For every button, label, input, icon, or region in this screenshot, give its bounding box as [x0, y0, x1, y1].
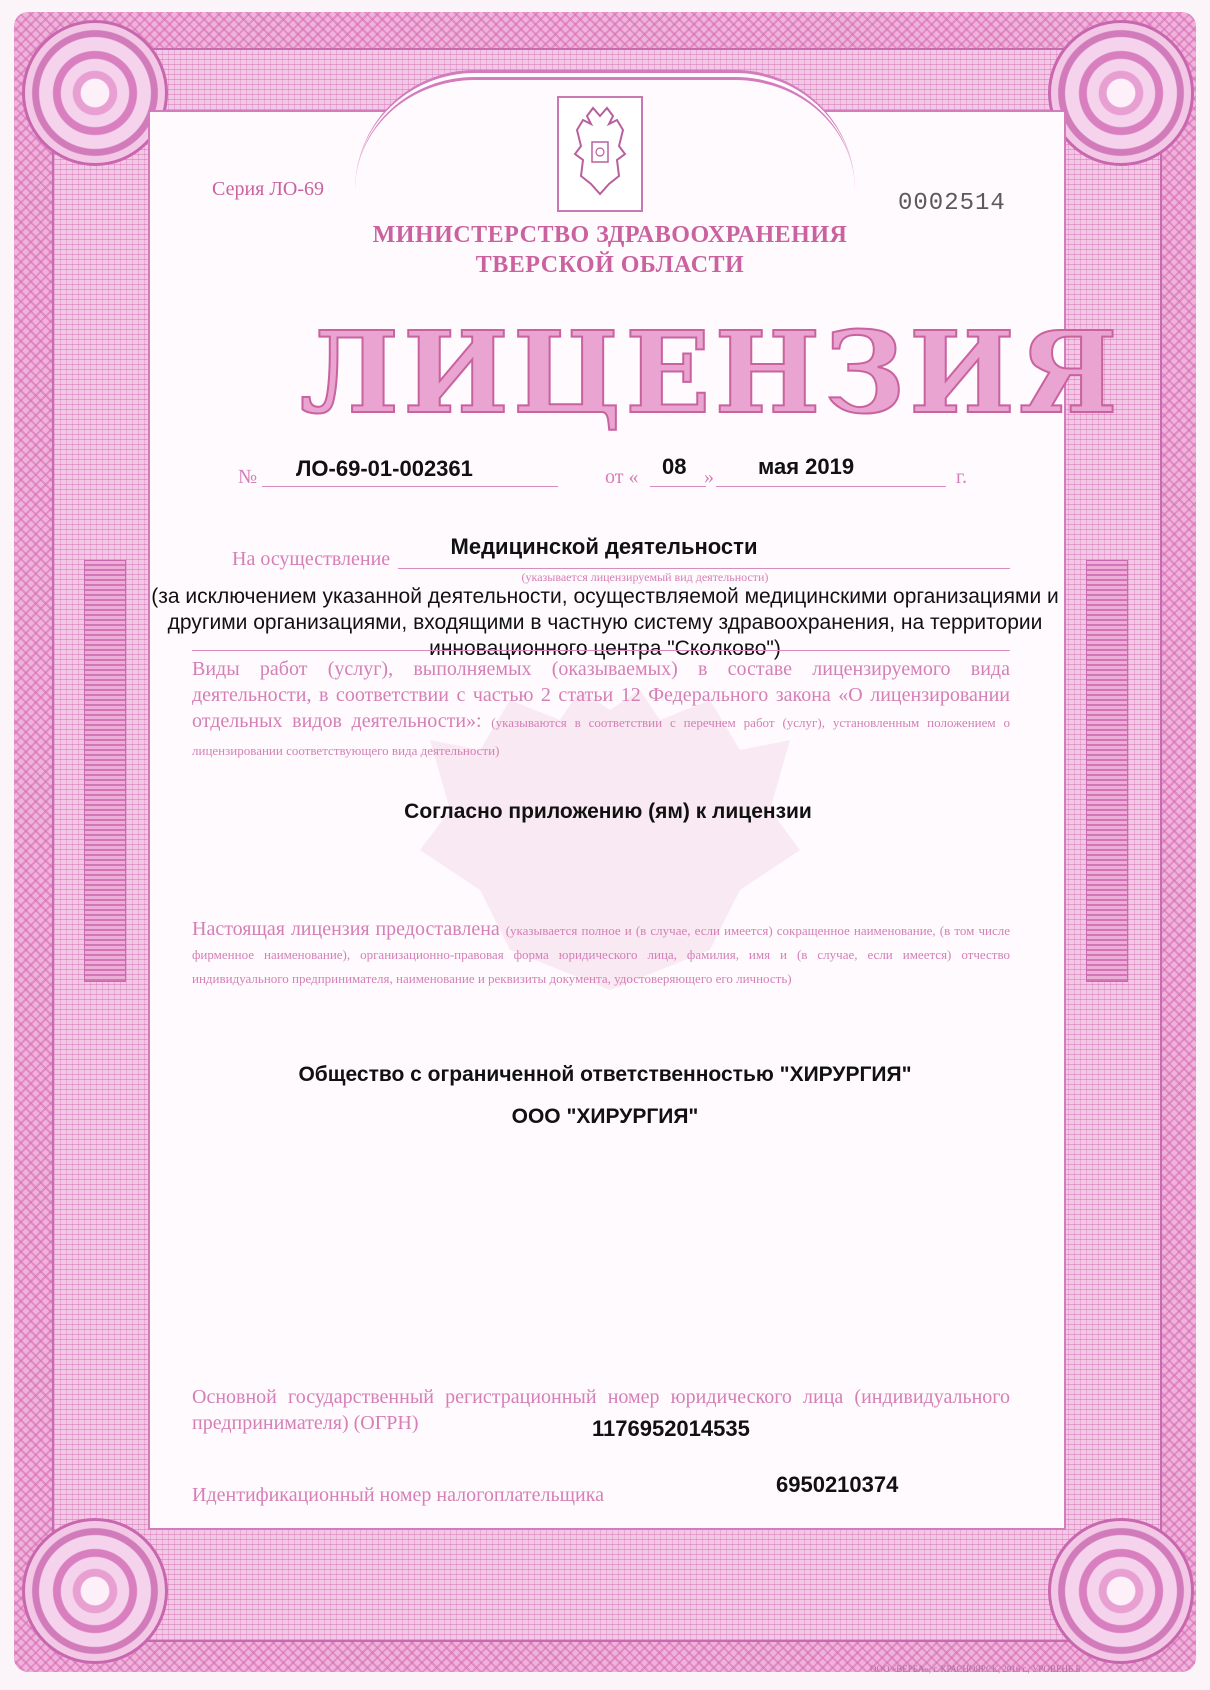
document-title: ЛИЦЕНЗИЯ: [300, 308, 1122, 439]
corner-rosette-icon: [1048, 1518, 1194, 1664]
coat-of-arms-icon: [557, 96, 643, 212]
ministry-name-line1: МИНИСТЕРСТВО ЗДРАВООХРАНЕНИЯ: [372, 222, 848, 248]
side-ornament: [1086, 560, 1128, 982]
grantee-full-name: Общество с ограниченной ответственностью "ХИРУРГИЯ": [298, 1063, 912, 1086]
exclusion-underline: [192, 650, 1010, 651]
activity-hint: (указывается лицензируемый вид деятельности): [521, 570, 769, 584]
printer-imprint: ООО «ВЕРБА», г. КРАСНОЯРСК, 2016 г., УРОВЕНЬ Б: [870, 1664, 1081, 1674]
serial-number: 0002514: [898, 190, 1006, 217]
series-label: Серия ЛО-69: [212, 178, 325, 200]
activity-label: На осуществление: [232, 548, 391, 570]
license-day: 08: [662, 454, 687, 479]
number-underline: [262, 486, 558, 487]
works-text: [192, 656, 1010, 764]
day-close-quote: »: [704, 466, 714, 488]
side-ornament: [84, 560, 126, 982]
grantee-text: [192, 918, 1010, 990]
activity-exclusion: (за исключением указанной деятельности, осуществляемой медицинскими организациями и другими организациями, входящими в частную систему здравоохранения, на территории инновационного центра "Сколково"): [151, 585, 1059, 660]
corner-rosette-icon: [22, 1518, 168, 1664]
works-hint: (указываются в соответствии с перечнем работ (услуг), установленным положением о лицензировании соответствующего вида деятельности): [192, 715, 1010, 758]
works-value: Согласно приложению (ям) к лицензии: [404, 800, 812, 823]
activity-value: Медицинской деятельности: [450, 534, 758, 559]
day-underline: [650, 486, 706, 487]
works-description: Виды работ (услуг), выполняемых (оказываемых) в составе лицензируемого вида деятельности, в соответствии с частью 2 статьи 12 Федерального закона «О лицензировании отдельных видов деятельности»:: [192, 658, 1010, 732]
license-number: ЛО-69-01-002361: [296, 456, 473, 481]
ogrn-value: 1176952014535: [592, 1416, 750, 1441]
license-month-year: мая 2019: [758, 454, 855, 479]
grantee-short-name: ООО "ХИРУРГИЯ": [511, 1105, 699, 1128]
grantee-label: Настоящая лицензия предоставлена: [192, 918, 500, 940]
inn-value: 6950210374: [776, 1472, 899, 1497]
corner-rosette-icon: [22, 20, 168, 166]
ministry-name-line2: ТВЕРСКОЙ ОБЛАСТИ: [475, 252, 745, 278]
year-suffix: г.: [956, 466, 967, 488]
ogrn-label: Основной государственный регистрационный номер юридического лица (индивидуального предпринимателя) (ОГРН): [192, 1386, 1010, 1434]
inn-label: Идентификационный номер налогоплательщика: [192, 1484, 605, 1506]
date-from-label: от «: [605, 466, 639, 488]
grantee-hint: (указывается полное и (в случае, если имеется) сокращенное наименование, (в том числе фирменное наименование), организационно-правовая форма юридического лица, фамилия, имя и (в случае, если имеется) отчество индивидуального предпринимателя, наименование и реквизиты документа, удостоверяющего его личность): [192, 923, 1010, 986]
activity-underline: [398, 568, 1010, 569]
number-label: №: [238, 466, 258, 488]
corner-rosette-icon: [1048, 20, 1194, 166]
month-underline: [716, 486, 946, 487]
